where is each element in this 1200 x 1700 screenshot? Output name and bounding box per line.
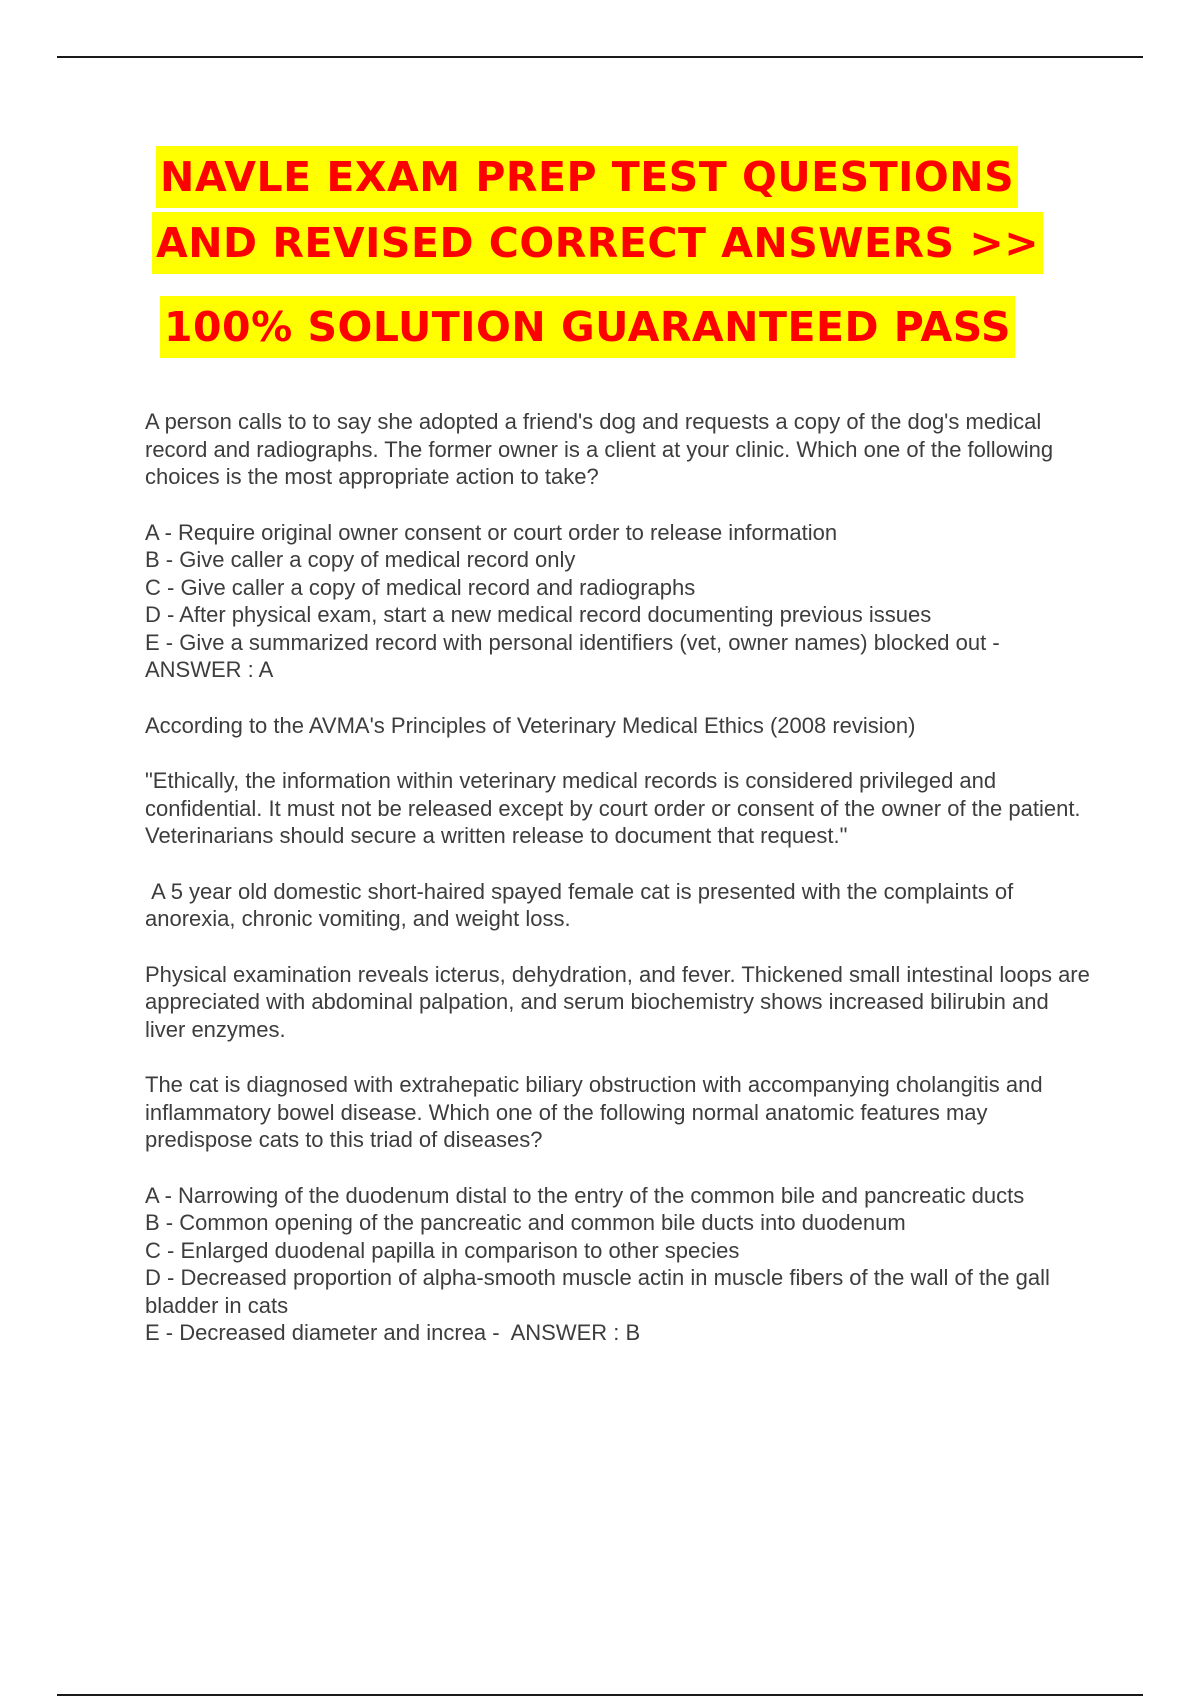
question-2-option-c: C - Enlarged duodenal papilla in comparison to other species — [145, 1237, 740, 1263]
question-1-stem: A person calls to to say she adopted a friend's dog and requests a copy of the dog's medical record and radiographs. The former owner is a client at your clinic. Which one of the following choices is the most appropriate action to take? — [145, 409, 1060, 489]
document-body — [145, 408, 1096, 1375]
question-2-intro: A 5 year old domestic short-haired spayed female cat is presented with the complaints of anorexia, chronic vomiting, and weight loss. — [145, 878, 1020, 931]
title-line-3: 100% SOLUTION GUARANTEED PASS — [160, 296, 1015, 358]
question-1-quote: "Ethically, the information within veterinary medical records is considered privileged and confidential. It must not be released except by court order or consent of the owner of the patient. Veterinarians should secure a written release to document that request." — [145, 768, 1087, 848]
title-line-2: AND REVISED CORRECT ANSWERS >> — [152, 212, 1043, 274]
question-2-exam: Physical examination reveals icterus, dehydration, and fever. Thickened small intestinal loops are appreciated with abdominal palpation, and serum biochemistry shows increased bilirubin and liver enzymes. — [145, 961, 1096, 1042]
question-1-option-c: C - Give caller a copy of medical record and radiographs — [145, 574, 696, 600]
question-2-option-e: E - Decreased diameter and increa - ANSWER : B — [145, 1320, 641, 1345]
question-1-option-e: E - Give a summarized record with personal identifiers (vet, owner names) blocked out - ANSWER : A — [145, 629, 1005, 682]
question-1-option-b: B - Give caller a copy of medical record only — [145, 547, 576, 572]
question-1-options — [145, 519, 1090, 684]
question-1-reference: According to the AVMA's Principles of Veterinary Medical Ethics (2008 revision) — [145, 712, 916, 738]
question-2-option-b: B - Common opening of the pancreatic and common bile ducts into duodenum — [145, 1210, 906, 1235]
question-2-options — [145, 1182, 1090, 1347]
question-1-option-d: D - After physical exam, start a new medical record documenting previous issues — [145, 602, 932, 627]
bottom-rule — [57, 1694, 1143, 1696]
question-1-option-a: A - Require original owner consent or court order to release information — [145, 519, 838, 545]
question-2-stem: The cat is diagnosed with extrahepatic biliary obstruction with accompanying cholangitis and inflammatory bowel disease. Which one of the following normal anatomic features may predispose cats to this triad of diseases? — [145, 1072, 1049, 1152]
question-2-option-a: A - Narrowing of the duodenum distal to the entry of the common bile and pancreatic ducts — [145, 1182, 1025, 1208]
question-2-option-d: D - Decreased proportion of alpha-smooth muscle actin in muscle fibers of the wall of the gall bladder in cats — [145, 1265, 1057, 1318]
title-line-1: NAVLE EXAM PREP TEST QUESTIONS — [156, 146, 1018, 208]
top-rule — [57, 56, 1143, 58]
